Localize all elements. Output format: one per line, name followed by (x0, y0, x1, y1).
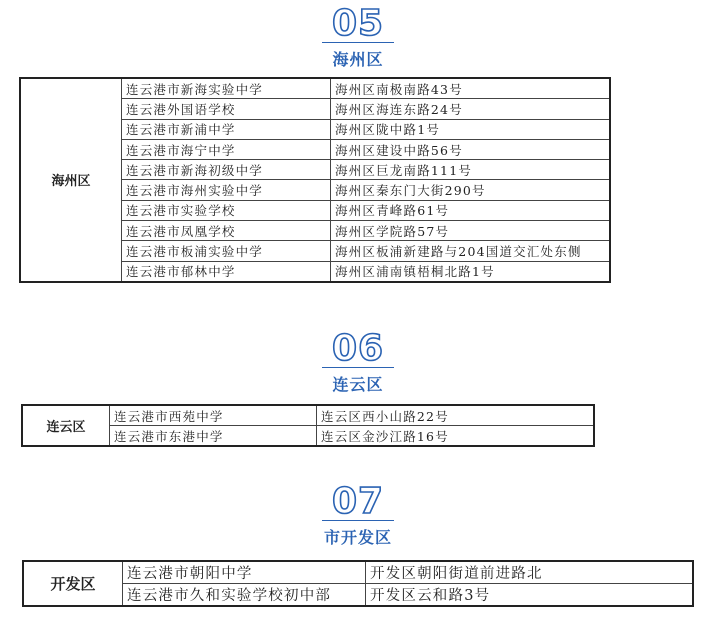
address-cell: 开发区云和路3号 (366, 584, 694, 607)
district-cell: 开发区 (23, 561, 123, 606)
section-header-haizhou (0, 3, 716, 70)
address-cell: 连云区西小山路22号 (317, 405, 595, 426)
address-cell: 海州区青峰路61号 (331, 200, 611, 220)
address-cell: 海州区板浦新建路与204国道交汇处东侧 (331, 241, 611, 261)
school-name-cell: 连云港市东港中学 (110, 426, 317, 447)
section-header-lianyun (0, 328, 716, 395)
table-row (22, 405, 594, 426)
school-table-haizhou (19, 77, 611, 283)
school-name-cell: 连云港市久和实验学校初中部 (123, 584, 366, 607)
address-cell: 开发区朝阳街道前进路北 (366, 561, 694, 584)
table-row (23, 561, 693, 584)
school-table-lianyun (21, 404, 595, 447)
school-name-cell: 连云港外国语学校 (122, 99, 331, 119)
address-cell: 海州区秦东门大街290号 (331, 180, 611, 200)
school-name-cell: 连云港市板浦实验中学 (122, 241, 331, 261)
address-cell: 海州区建设中路56号 (331, 139, 611, 159)
section-title: 海州区 (332, 50, 384, 69)
section-title: 连云区 (332, 375, 384, 394)
school-name-cell: 连云港市新海初级中学 (122, 160, 331, 180)
school-name-cell: 连云港市郁林中学 (122, 261, 331, 282)
school-name-cell: 连云港市西苑中学 (110, 405, 317, 426)
section-number: 07 (322, 484, 394, 521)
address-cell: 海州区南极南路43号 (331, 78, 611, 99)
district-cell: 海州区 (20, 78, 122, 282)
table-row (20, 78, 610, 99)
address-cell: 海州区陇中路1号 (331, 119, 611, 139)
section-number: 05 (322, 6, 394, 43)
school-name-cell: 连云港市凤凰学校 (122, 221, 331, 241)
school-name-cell: 连云港市朝阳中学 (123, 561, 366, 584)
address-cell: 海州区浦南镇梧桐北路1号 (331, 261, 611, 282)
school-name-cell: 连云港市海宁中学 (122, 139, 331, 159)
section-number: 06 (322, 331, 394, 368)
address-cell: 海州区学院路57号 (331, 221, 611, 241)
section-title: 市开发区 (323, 528, 392, 547)
school-table-development-zone (22, 560, 694, 607)
school-name-cell: 连云港市实验学校 (122, 200, 331, 220)
address-cell: 海州区巨龙南路111号 (331, 160, 611, 180)
school-name-cell: 连云港市海州实验中学 (122, 180, 331, 200)
table-row (23, 584, 693, 607)
school-name-cell: 连云港市新浦中学 (122, 119, 331, 139)
district-cell: 连云区 (22, 405, 110, 446)
address-cell: 海州区海连东路24号 (331, 99, 611, 119)
address-cell: 连云区金沙江路16号 (317, 426, 595, 447)
section-header-development-zone (0, 481, 716, 548)
school-name-cell: 连云港市新海实验中学 (122, 78, 331, 99)
